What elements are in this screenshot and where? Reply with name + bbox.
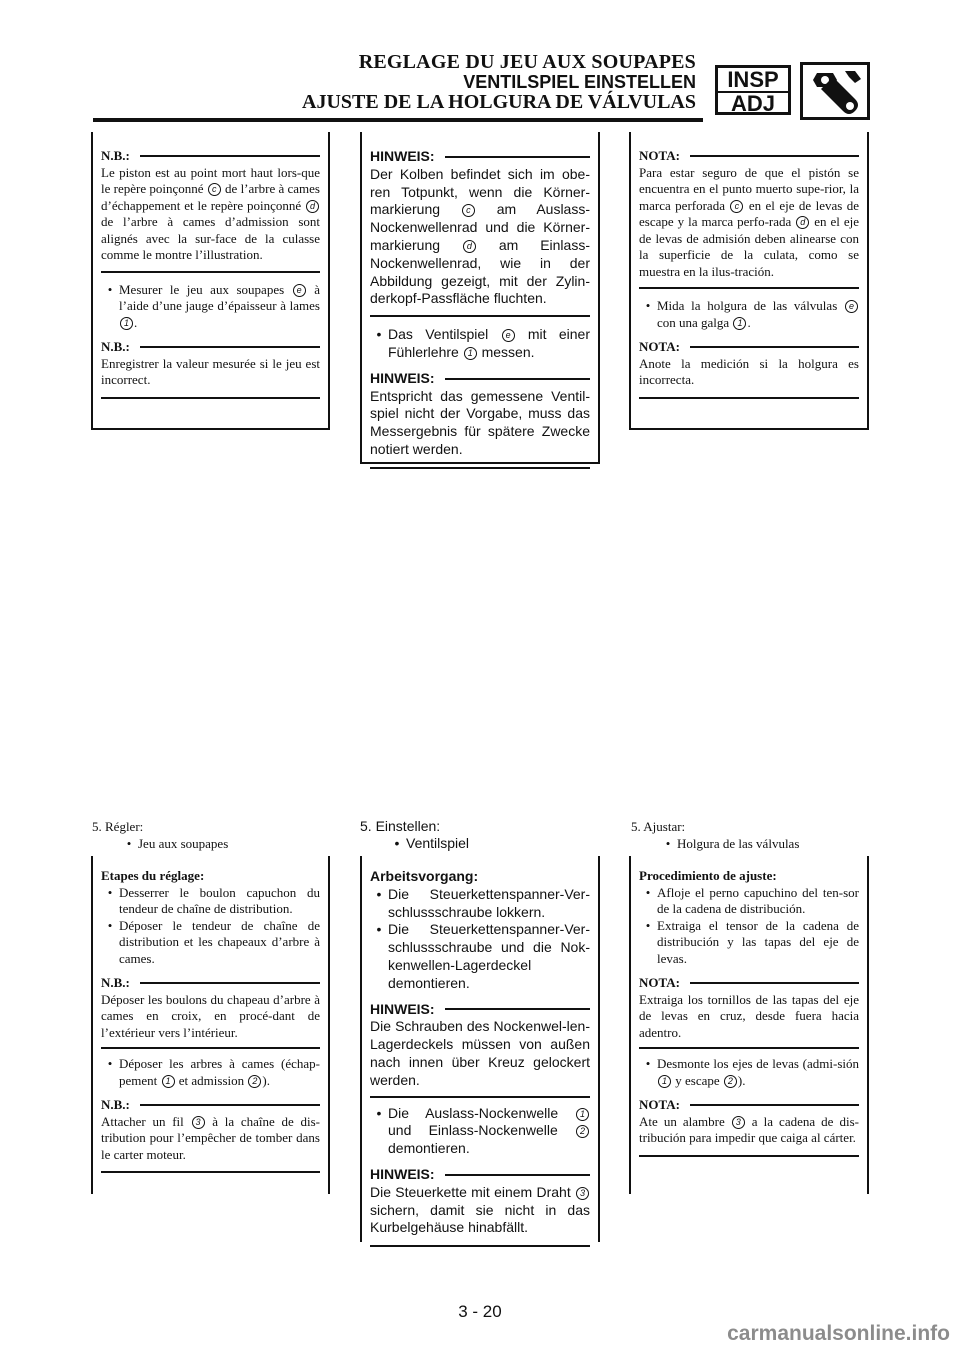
es-note1-text: Para estar seguro de que el pistón se encuentra en el punto muerto supe-rior, la marca perforada c en el eje de levas de escape y la marca perfo-rada d en el eje de levas de admisión deben alinearse con la superficie de la culata, como se muestra en la ilus-tración. xyxy=(639,164,859,279)
es-procedure-box: Procedimiento de ajuste: • Afloje el perno capuchino del ten-sor de la cadena de distribución. • Extraiga el tensor de la cadena de distribución y las tapas del eje de levas. NOTA: Extraiga los tornillos de las tapas del eje de levas en cruz, desde fuera hacia adentro. • Desmonte los ejes de levas (admi-sión 1 y escape 2 ). NOTA: Ate un alambre 3 a la cadena de dis-tribución para impedir que caiga al cárter. xyxy=(629,856,869,1194)
fr-step-item: Jeu aux soupapes xyxy=(138,836,229,851)
fr-note2-text: Enregistrer la valeur mesurée si le jeu est incorrect. xyxy=(101,355,320,387)
de-note1-header: HINWEIS: xyxy=(370,148,590,166)
section-badge xyxy=(715,65,791,115)
de-bullet-measure: • Das Ventilspiel e mit einer Fühlerlehre 1 messen. xyxy=(376,326,591,360)
watermark: carmanualsonline.info xyxy=(727,1322,950,1345)
badge-top-label: INSP xyxy=(718,68,788,93)
es-note2-text: Anote la medición si la holgura es incorrecta. xyxy=(639,355,859,387)
page-header-titles xyxy=(302,52,696,112)
title-french: REGLAGE DU JEU AUX SOUPAPES xyxy=(358,51,696,73)
es-step-label: 5. Ajustar: xyxy=(631,819,686,834)
title-spanish: AJUSTE DE LA HOLGURA DE VÁLVULAS xyxy=(302,91,696,113)
es-step-item: Holgura de las válvulas xyxy=(677,836,800,851)
de-note2-text: Entspricht das gemessene Ventil-spiel nicht der Vorgabe, muss das Messergebnis für spätere Zwecke notiert werden. xyxy=(370,387,590,457)
de-procedure-title: Arbeitsvorgang: xyxy=(370,868,479,884)
de-note1-text: Der Kolben befindet sich im obe-ren Totpunkt, wenn die Körner-markierung c am Auslass-Nockenwellenrad und die Körner-markierung d am Einlass-Nockenwellenrad, wie in der Abbildung gezeigt, mit der Zylin-derkopf-Passfläche fluchten. xyxy=(370,165,591,307)
fr-bullet-measure: • Mesurer le jeu aux soupapes e à l’aide d’une jauge d’épaisseur à lames 1 . xyxy=(107,281,320,330)
fr-step-label: 5. Régler: xyxy=(92,819,144,834)
es-step: 5. Ajustar: • Holgura de las válvulas xyxy=(631,818,871,852)
es-top-box: NOTA: Para estar seguro de que el pistón se encuentra en el punto muerto supe-rior, la marca perforada c en el eje de levas de escape y la marca perfo-rada d en el eje de levas de admisión deben alinearse con la superficie de la culata, como se muestra en la ilus-tración. • Mida la holgura de las válvulas e con una galga 1 . NOTA: Anote la medición si la holgura es incorrecta. xyxy=(629,132,869,430)
wrench-bolt-icon xyxy=(800,62,870,120)
es-bullet-measure: • Mida la holgura de las válvulas e con una galga 1 . xyxy=(639,298,859,331)
fr-procedure-title: Etapes du réglage: xyxy=(101,868,205,883)
badge-bottom-label: ADJ xyxy=(730,91,775,116)
fr-note2-header: N.B.: xyxy=(101,339,320,356)
fr-procedure-box: Etapes du réglage: • Desserrer le boulon capuchon du tendeur de chaîne de distribution. • Déposer le tendeur de chaîne de distribution et les chapeaux d’arbre à cames. N.B.: Déposer les boulons du chapeau d’arbre à cames en croix, en procé-dant de l’extérieur vers l’intérieur. • Déposer les arbres à cames (échap-pement 1 et admission 2 ). N.B.: Attacher un fil 3 à la chaîne de dis-tribution pour l’empêcher de tomber dans le carter moteur. xyxy=(91,856,330,1194)
de-step-label: 5. Einstellen: xyxy=(360,818,441,834)
fr-step: 5. Régler: • Jeu aux soupapes xyxy=(92,818,332,852)
fr-note1-label: N.B.: xyxy=(101,148,130,163)
es-procedure-title: Procedimiento de ajuste: xyxy=(639,868,777,883)
de-procedure-box: Arbeitsvorgang: • Die Steuerkettenspanner-Ver-schlussschraube lokkern. • Die Steuerkettenspanner-Ver-schlussschraube und die Nok-kenwellen-Lagerdeckel demontieren. HINWEIS: Die Schrauben des Nockenwel-len-Lagerdeckels müssen von außen nach innen über Kreuz gelockert werden. • Die Auslass-Nockenwelle 1 und Einlass-Nockenwelle 2 demontieren. HINWEIS: Die Steuerkette mit einem Draht 3 sichern, damit sie nicht in das Kurbelgehäuse hinabfällt. xyxy=(360,856,600,1242)
fr-note1-header xyxy=(101,148,320,165)
page-number: 3 - 20 xyxy=(458,1302,502,1321)
title-german: VENTILSPIEL EINSTELLEN xyxy=(463,72,696,92)
fr-top-box xyxy=(91,132,330,430)
de-step-item: Ventilspiel xyxy=(406,835,470,851)
de-top-box: HINWEIS: Der Kolben befindet sich im obe-ren Totpunkt, wenn die Körner-markierung c am Auslass-Nockenwellenrad und die Körner-markierung d am Einlass-Nockenwellenrad, wie in der Abbildung gezeigt, mit der Zylin-derkopf-Passfläche fluchten. • Das Ventilspiel e mit einer Fühlerlehre 1 messen. HINWEIS: Entspricht das gemessene Ventil-spiel nicht der Vorgabe, muss das Messergebnis für spätere Zwecke notiert werden. xyxy=(360,132,600,464)
header-rule xyxy=(93,118,703,122)
fr-note1-text: Le piston est au point mort haut lors-que le repère poinçonné c de l’arbre à cames d’échappement et le repère poinçonné d de l’arbre à cames d’admission sont alignés avec la sur-face de la culasse comme le montre l’illustration. xyxy=(101,164,320,262)
de-step: 5. Einstellen: • Ventilspiel xyxy=(360,818,600,852)
